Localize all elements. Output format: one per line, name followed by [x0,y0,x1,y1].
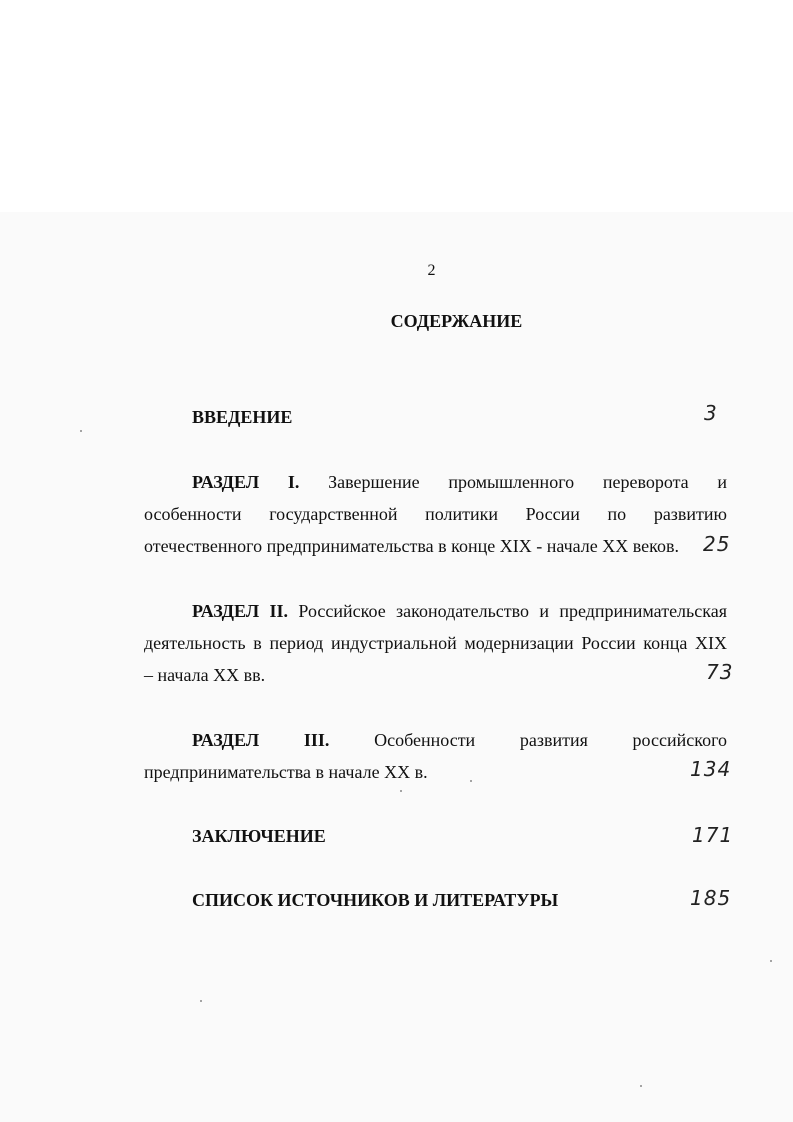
scan-speck [770,960,772,962]
scan-background [0,212,793,1122]
toc-entry-conclusion-label: ЗАКЛЮЧЕНИЕ [192,826,326,846]
toc-entry-section2-line3: – начала XX вв. [144,665,266,685]
toc-entry-section3-page: 134 [690,757,732,781]
toc-entry-intro [192,401,292,433]
toc-entry-section2-line1: РАЗДЕЛ II. Российское законодательство и предпринимательская [192,601,727,621]
toc-entry-bibliography-label: СПИСОК ИСТОЧНИКОВ И ЛИТЕРАТУРЫ [192,890,559,910]
toc-entry-intro-label: ВВЕДЕНИЕ [192,407,293,427]
toc-entry-section1-label: РАЗДЕЛ I. [192,472,300,492]
scan-speck [470,780,472,782]
toc-entry-section1-line2: особенности государственной политики России по развитию [144,504,727,524]
page-title: СОДЕРЖАНИЕ [390,311,523,331]
toc-entry-section2-label: РАЗДЕЛ II. [192,601,289,621]
scan-speck [200,1000,202,1002]
toc-entry-section1-line3: отечественного предпринимательства в конце XIX - начале XX веков. [144,536,679,556]
toc-entry-conclusion-page: 171 [692,823,734,847]
toc-entry-section1-page: 25 [703,532,731,556]
scan-speck [80,430,82,432]
toc-entry-section2-page: 73 [706,660,734,684]
toc-entry-bibliography-page: 185 [690,886,732,910]
toc-entry-section3-line1: РАЗДЕЛ III. Особенности развития российского [192,730,728,750]
toc-entry-bibliography [192,884,558,916]
toc-entry-section2-line2: деятельность в период индустриальной модернизации России конца XIX [144,633,727,653]
toc-entry-section1-line1: РАЗДЕЛ I. Завершение промышленного переворота и [192,472,727,492]
scan-speck [640,1085,642,1087]
toc-entry-intro-page: 3 [704,401,718,425]
page-number: 2 [427,262,436,279]
scan-speck [400,790,402,792]
toc-entry-conclusion [192,820,326,852]
toc-entry-section3-label: РАЗДЕЛ III. [192,730,330,750]
toc-entry-section3-line2: предпринимательства в начале XX в. [144,762,428,782]
